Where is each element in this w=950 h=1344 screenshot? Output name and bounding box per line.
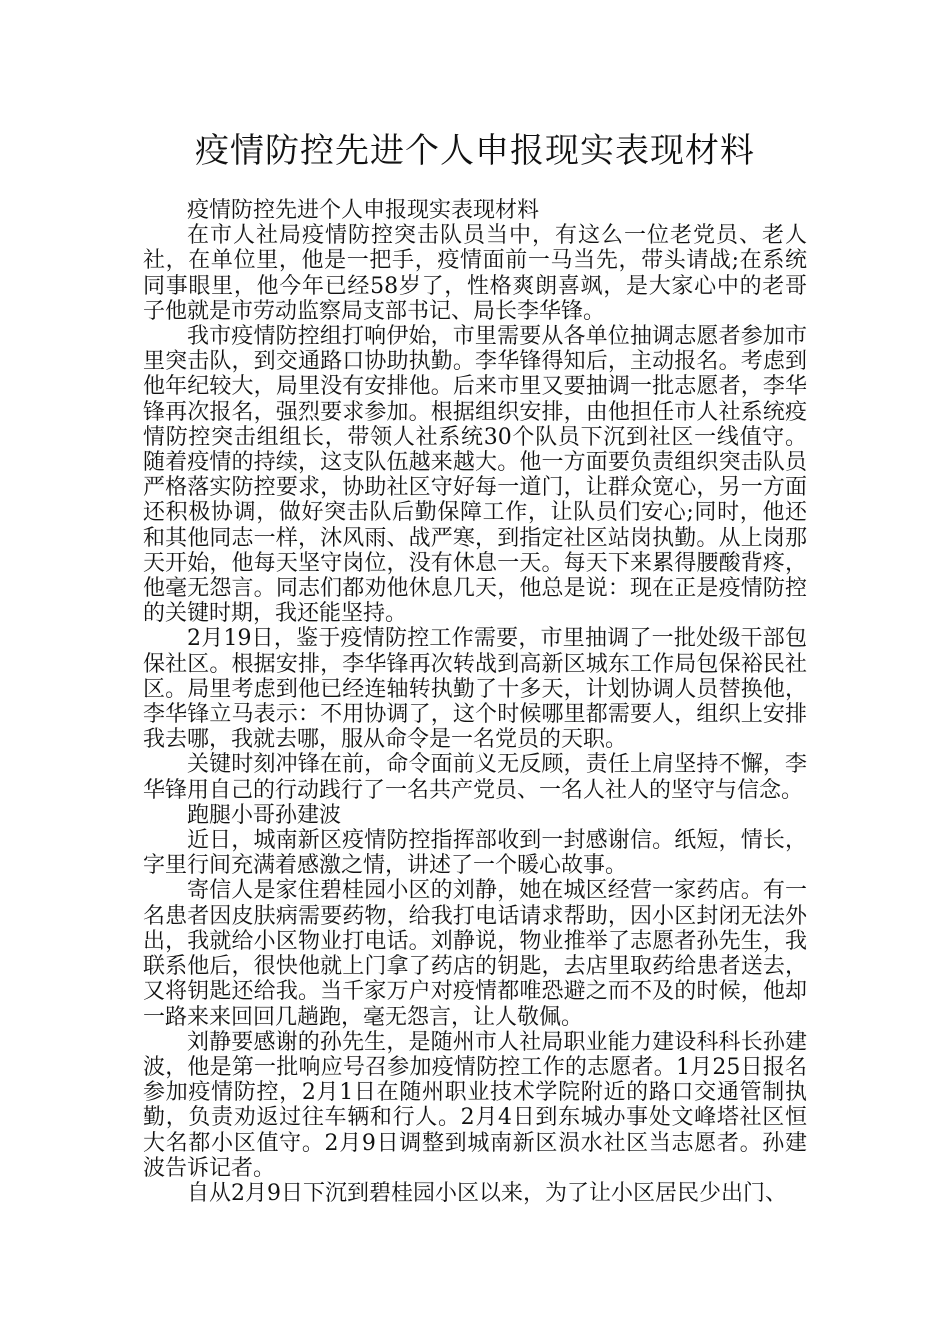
paragraph: 近日，城南新区疫情防控指挥部收到一封感谢信。纸短，情长，字里行间充满着感激之情，讲述了一个暖心故事。: [143, 828, 807, 879]
paragraph: 我市疫情防控组打响伊始，市里需要从各单位抽调志愿者参加市里突击队，到交通路口协助执勤。李华锋得知后，主动报名。考虑到他年纪较大，局里没有安排他。后来市里又要抽调一批志愿者，李华锋再次报名，强烈要求参加。根据组织安排，由他担任市人社系统疫情防控突击组组长，带领人社系统30个队员下沉到社区一线值守。随着疫情的持续，这支队伍越来越大。他一方面要负责组织突击队员严格落实防控要求，协助社区守好每一道门，让群众宽心，另一方面还积极协调，做好突击队后勤保障工作，让队员们安心;同时，他还和其他同志一样，沐风雨、战严寒，到指定社区站岗执勤。从上岗那天开始，他每天坚守岗位，没有休息一天。每天下来累得腰酸背疼，他毫无怨言。同志们都劝他休息几天，他总是说：现在正是疫情防控的关键时期，我还能坚持。: [143, 324, 807, 627]
paragraph: 自从2月9日下沉到碧桂园小区以来，为了让小区居民少出门、: [187, 1180, 787, 1206]
paragraph: 关键时刻冲锋在前，命令面前义无反顾，责任上肩坚持不懈，李华锋用自己的行动践行了一名共产党员、一名人社人的坚守与信念。: [143, 752, 807, 803]
section-heading: 疫情防控先进个人申报现实表现材料: [187, 198, 540, 223]
paragraph: 寄信人是家住碧桂园小区的刘静，她在城区经营一家药店。有一名患者因皮肤病需要药物，给我打电话请求帮助，因小区封闭无法外出，我就给小区物业打电话。刘静说，物业推举了志愿者孙先生，我联系他后，很快他就上门拿了药店的钥匙，去店里取药给患者送去，又将钥匙还给我。当千家万户对疫情都唯恐避之而不及的时候，他却一路来来回回几趟跑，毫无怨言，让人敬佩。: [143, 878, 807, 1030]
document-title: 疫情防控先进个人申报现实表现材料: [195, 131, 755, 171]
paragraph: 在市人社局疫情防控突击队员当中，有这么一位老党员、老人社，在单位里，他是一把手，疫情面前一马当先，带头请战;在系统同事眼里，他今年已经58岁了，性格爽朗喜飒，是大家心中的老哥子他就是市劳动监察局支部书记、局长李华锋。: [143, 223, 807, 324]
section-heading: 跑腿小哥孙建波: [187, 802, 342, 828]
paragraph: 刘静要感谢的孙先生，是随州市人社局职业能力建设科科长孙建波，他是第一批响应号召参加疫情防控工作的志愿者。1月25日报名参加疫情防控，2月1日在随州职业技术学院附近的路口交通管制执勤，负责劝返过往车辆和行人。2月4日到东城办事处文峰塔社区恒大名都小区值守。2月9日调整到城南新区涢水社区当志愿者。孙建波告诉记者。: [143, 1029, 807, 1181]
document-body: [143, 198, 807, 1206]
paragraph: 2月19日，鉴于疫情防控工作需要，市里抽调了一批处级干部包保社区。根据安排，李华锋再次转战到高新区城东工作局包保裕民社区。局里考虑到他已经连轴转执勤了十多天，计划协调人员替换他，李华锋立马表示：不用协调了，这个时候哪里都需要人，组织上安排我去哪，我就去哪，服从命令是一名党员的天职。: [143, 626, 807, 753]
